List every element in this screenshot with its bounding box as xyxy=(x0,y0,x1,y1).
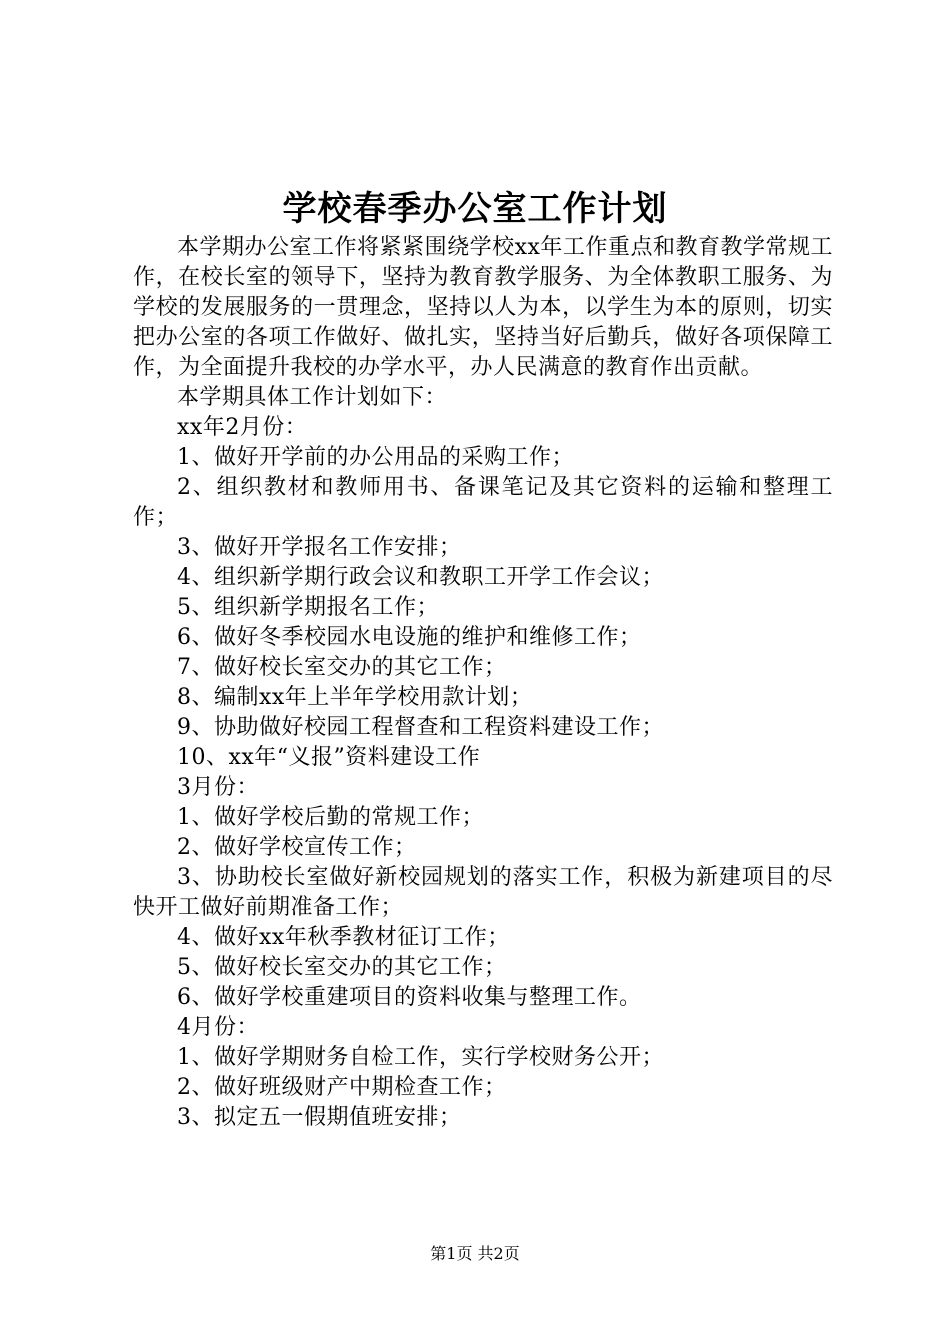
list-item: 1、做好学期财务自检工作，实行学校财务公开； xyxy=(177,1045,664,1070)
paragraph-plan-intro: 本学期具体工作计划如下： xyxy=(177,385,448,410)
list-item: 2、做好班级财产中期检查工作； xyxy=(177,1075,507,1100)
list-item: 5、做好校长室交办的其它工作； xyxy=(177,955,507,980)
list-item: 4、组织新学期行政会议和教职工开学工作会议； xyxy=(177,565,664,590)
section-heading-february: xx年2月份： xyxy=(177,415,308,440)
list-item: 7、做好校长室交办的其它工作； xyxy=(177,655,507,680)
list-item: 5、组织新学期报名工作； xyxy=(177,595,439,620)
list-item: 1、做好学校后勤的常规工作； xyxy=(177,805,484,830)
section-heading-march: 3月份： xyxy=(177,775,259,800)
list-item: 1、做好开学前的办公用品的采购工作； xyxy=(177,445,574,470)
list-item: 3、做好开学报名工作安排； xyxy=(177,535,462,560)
list-item: 3、协助校长室做好新校园规划的落实工作，积极为新建项目的尽快开工做好前期准备工作； xyxy=(133,865,833,920)
list-item: 10、xx年“义报”资料建设工作 xyxy=(177,745,481,770)
list-item: 9、协助做好校园工程督查和工程资料建设工作； xyxy=(177,715,664,740)
list-item: 6、做好学校重建项目的资料收集与整理工作。 xyxy=(177,985,642,1010)
paragraph-intro: 本学期办公室工作将紧紧围绕学校xx年工作重点和教育教学常规工作，在校长室的领导下，坚持为教育教学服务、为全体教职工服务、为学校的发展服务的一贯理念，坚持以人为本，以学生为本的原则，切实把办公室的各项工作做好、做扎实，坚持当好后勤兵，做好各项保障工作，为全面提升我校的办学水平，办人民满意的教育作出贡献。 xyxy=(133,235,833,380)
section-heading-april: 4月份： xyxy=(177,1015,259,1040)
document-title: 学校春季办公室工作计划 xyxy=(282,189,668,229)
document-body xyxy=(133,233,833,1133)
page-number-footer: 第1页 共2页 xyxy=(430,1244,520,1263)
list-item: 8、编制xx年上半年学校用款计划； xyxy=(177,685,533,710)
list-item: 4、做好xx年秋季教材征订工作； xyxy=(177,925,510,950)
list-item: 6、做好冬季校园水电设施的维护和维修工作； xyxy=(177,625,642,650)
list-item: 2、组织教材和教师用书、备课笔记及其它资料的运输和整理工作； xyxy=(133,475,833,530)
list-item: 3、拟定五一假期值班安排； xyxy=(177,1105,462,1130)
list-item: 2、做好学校宣传工作； xyxy=(177,835,417,860)
